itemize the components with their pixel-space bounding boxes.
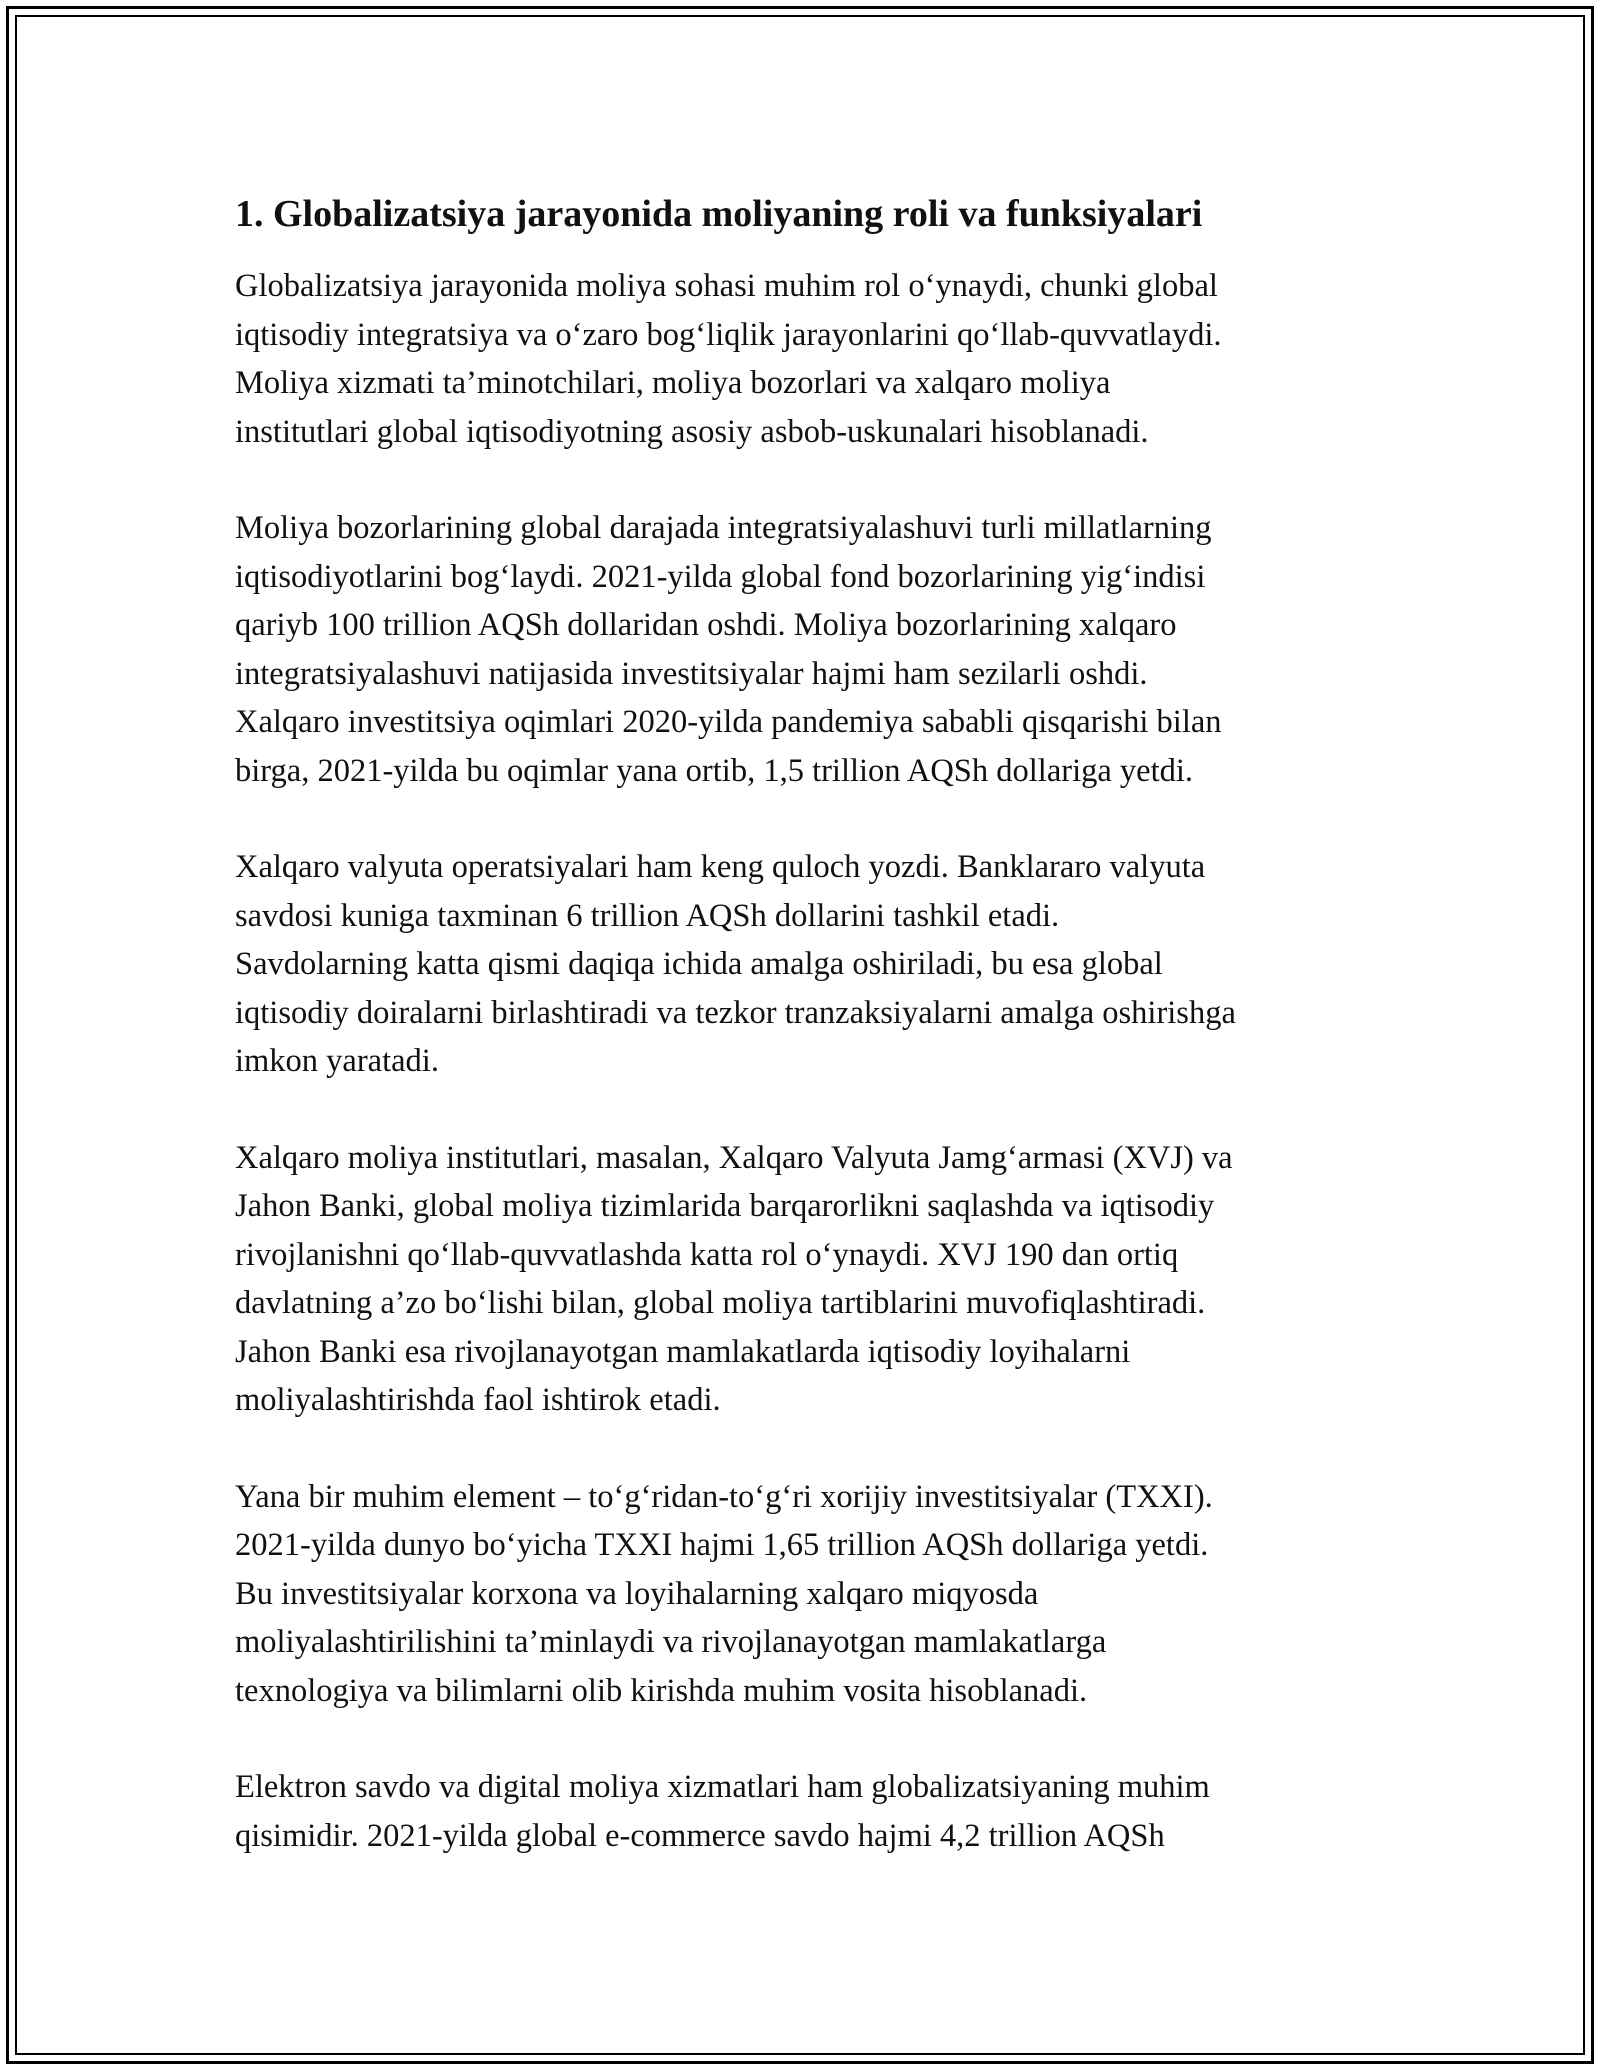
text-line: qariyb 100 trillion AQSh dollaridan oshdi. Moliya bozorlarining xalqaro [235, 607, 1177, 643]
paragraph-4 [235, 1134, 1375, 1425]
text-line: Jahon Banki esa rivojlanayotgan mamlakatlarda iqtisodiy loyihalarni [235, 1333, 1131, 1370]
paragraph-3 [235, 843, 1375, 1086]
text-line: iqtisodiyotlarini bog‘laydi. 2021-yilda global fond bozorlarining yig‘indisi [235, 558, 1206, 595]
text-line: iqtisodiy integratsiya va o‘zaro bog‘liqlik jarayonlarini qo‘llab-quvvatlaydi. [235, 316, 1222, 353]
section-heading: 1. Globalizatsiya jarayonida moliyaning roli va funksiyalari [235, 193, 1203, 235]
paragraph-2 [235, 504, 1375, 795]
text-line: moliyalashtirilishini ta’minlaydi va rivojlanayotgan mamlakatlarga [235, 1624, 1107, 1660]
text-line: qisimidir. 2021-yilda global e-commerce savdo hajmi 4,2 trillion AQSh [235, 1817, 1165, 1854]
text-line: Savdolarning katta qismi daqiqa ichida amalga oshiriladi, bu esa global [235, 946, 1163, 982]
text-line: Elektron savdo va digital moliya xizmatlari ham globalizatsiyaning muhim [235, 1769, 1210, 1805]
text-line: rivojlanishni qo‘llab-quvvatlashda katta rol o‘ynaydi. XVJ 190 dan ortiq [235, 1236, 1179, 1273]
text-line: integratsiyalashuvi natijasida investitsiyalar hajmi ham sezilarli oshdi. [235, 655, 1148, 692]
text-line: Moliya xizmati ta’minotchilari, moliya bozorlari va xalqaro moliya [235, 365, 1111, 401]
document-body [235, 188, 1375, 1908]
text-line: moliyalashtirishda faol ishtirok etadi. [235, 1382, 721, 1418]
text-line: Moliya bozorlarining global darajada integratsiyalashuvi turli millatlarning [235, 510, 1212, 546]
paragraph-6 [235, 1763, 1375, 1860]
text-line: davlatning a’zo bo‘lishi bilan, global moliya tartiblarini muvofiqlashtiradi. [235, 1285, 1206, 1321]
text-line: imkon yaratadi. [235, 1043, 439, 1079]
text-line: Jahon Banki, global moliya tizimlarida barqarorlikni saqlashda va iqtisodiy [235, 1188, 1215, 1224]
text-line: institutlari global iqtisodiyotning asosiy asbob-uskunalari hisoblanadi. [235, 413, 1149, 450]
paragraph-5 [235, 1473, 1375, 1716]
text-line: birga, 2021-yilda bu oqimlar yana ortib, 1,5 trillion AQSh dollariga yetdi. [235, 752, 1194, 789]
text-line: Globalizatsiya jarayonida moliya sohasi muhim rol o‘ynaydi, chunki global [235, 268, 1218, 304]
text-line: Xalqaro valyuta operatsiyalari ham keng quloch yozdi. Banklararo valyuta [235, 849, 1206, 885]
text-line: Xalqaro moliya institutlari, masalan, Xalqaro Valyuta Jamg‘armasi (XVJ) va [235, 1139, 1233, 1176]
text-line: texnologiya va bilimlarni olib kirishda muhim vosita hisoblanadi. [235, 1672, 1088, 1709]
text-line: Yana bir muhim element – to‘g‘ridan-to‘g‘ri xorijiy investitsiyalar (TXXI). [235, 1478, 1213, 1515]
paragraph-1 [235, 262, 1375, 456]
text-line: Bu investitsiyalar korxona va loyihalarning xalqaro miqyosda [235, 1575, 1039, 1612]
text-line: iqtisodiy doiralarni birlashtiradi va tezkor tranzaksiyalarni amalga oshirishga [235, 994, 1236, 1031]
text-line: Xalqaro investitsiya oqimlari 2020-yilda pandemiya sababli qisqarishi bilan [235, 704, 1222, 740]
text-line: 2021-yilda dunyo bo‘yicha TXXI hajmi 1,65 trillion AQSh dollariga yetdi. [235, 1527, 1209, 1563]
text-line: savdosi kuniga taxminan 6 trillion AQSh dollarini tashkil etadi. [235, 897, 1060, 934]
